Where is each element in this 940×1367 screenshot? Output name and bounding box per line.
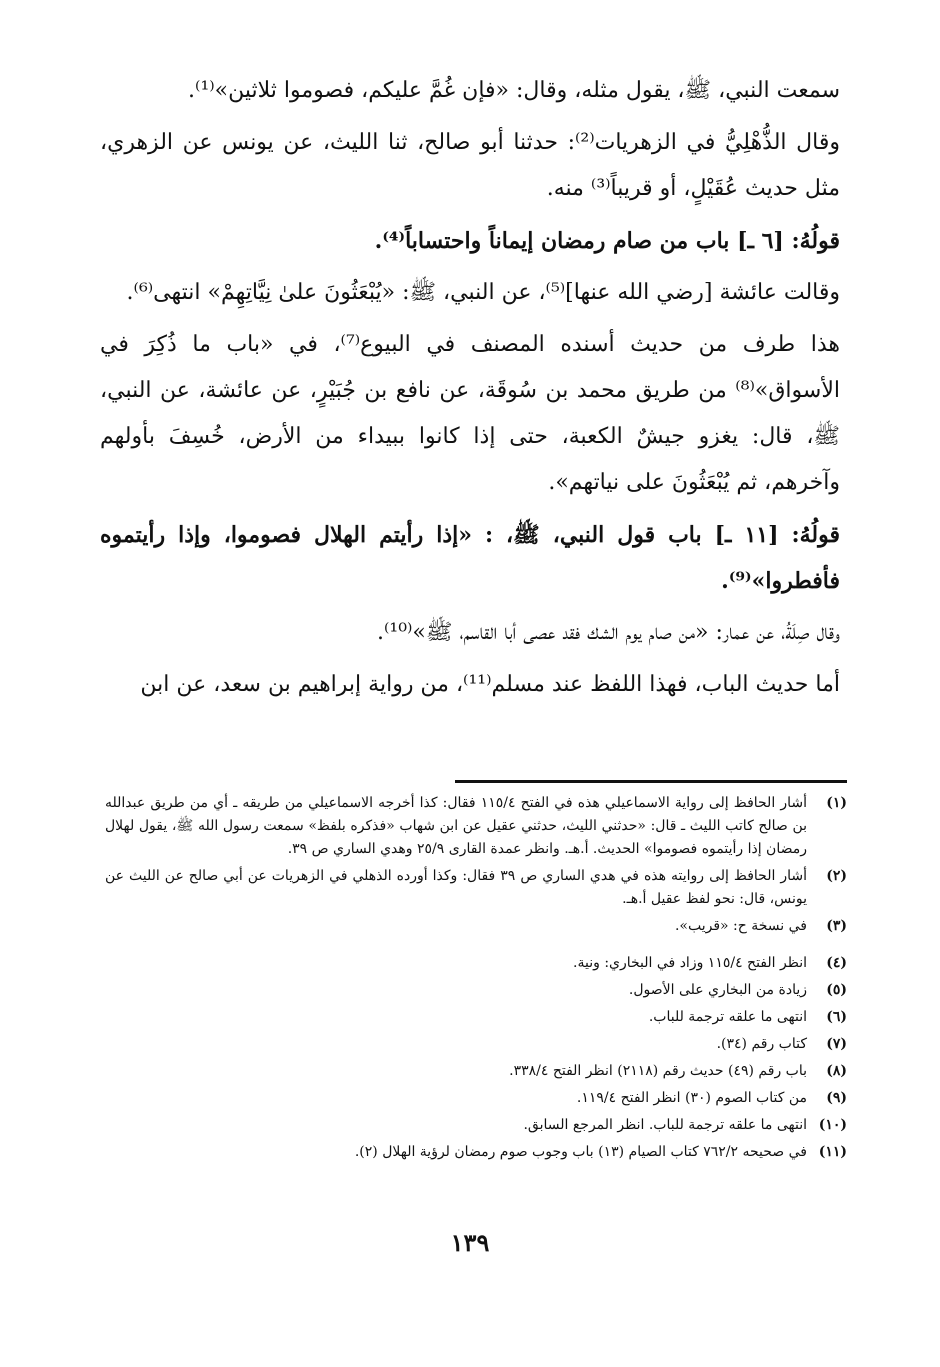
main-text-block [100,68,840,714]
footnote-text: انتهى ما علقه ترجمة للباب. [648,1009,807,1025]
footnote-divider [455,780,847,783]
main-paragraph-4: وقالت عائشة [رضي الله عنها]⁽⁵⁾، عن النبي، ﷺ: «يُبْعَثُونَ علىٰ نِيَّاتِهِمْ» انتهى⁽⁶⁾. [126,280,840,305]
footnote-number: (٤) [826,955,847,971]
footnote-number: (٧) [826,1036,847,1052]
footnote-number: (٣) [826,918,847,934]
footnote-10 [105,1114,847,1137]
footnote-3 [105,915,847,938]
main-paragraph-2: وقال الذُّهْلِيُّ في الزهريات⁽²⁾: حدثنا أبو صالح، ثنا الليث، عن يونس عن الزهري، مثل حديث عُقَيْلٍ، أو قريباً⁽³⁾ منه. [100,130,840,201]
footnote-text: من كتاب الصوم (٣٠) انظر الفتح ١١٩/٤. [576,1090,807,1106]
footnote-number: (١٠) [818,1117,847,1133]
footnote-1 [105,792,847,861]
footnote-text: أشار الحافظ إلى رواية الاسماعيلي هذه في الفتح ١١٥/٤ فقال: كذا أخرجه الاسماعيلي من طريقه ـ أي من طريق عبدالله بن صالح كاتب الليث ـ قال: «حدثني الليث، حدثني عقيل عن ابن شهاب «فذكره بلفظ» سمعت رسول الله ﷺ، يقول لهلال رمضان إذا رأيتموه فصوموا» الحديث. أ.هـ. وانظر عمدة القارى ٢٥/٩ وهدي الساري ص ٣٩. [105,795,807,857]
footnote-text: في نسخة ح: «قريب». [674,918,807,934]
main-paragraph-5: هذا طرف من حديث أسنده المصنف في البيوع⁽⁷⁾، في «باب ما ذُكِرَ في الأسواق»⁽⁸⁾ من طريق محمد بن سُوقَة، عن نافع بن جُبَيْرٍ، عن عائشة، عن النبي، ﷺ، قال: يغزو جيشٌ الكعبة، حتى إذا كانوا ببيداء من الأرض، خُسِفَ بأولهم وآخرهم، ثم يُبْعَثُونَ على نياتهم». [100,332,840,495]
footnote-number: (٩) [826,1090,847,1106]
main-paragraph-8: أما حديث الباب، فهذا اللفظ عند مسلم⁽¹¹⁾، من رواية إبراهيم بن سعد، عن ابن [140,672,840,697]
footnote-text: كتاب رقم (٣٤). [716,1036,807,1052]
page-number: ١٣٩ [450,1228,490,1257]
footnote-number: (٥) [826,982,847,998]
footnote-text: زيادة من البخاري على الأصول. [628,982,807,998]
footnote-4 [105,952,847,975]
main-paragraph-1: سمعت النبي، ﷺ، يقول مثله، وقال: «فإن غُمَّ عليكم، فصوموا ثلاثين»⁽¹⁾. [188,78,840,103]
footnotes-block [105,792,847,1168]
footnote-2 [105,865,847,911]
footnote-text: أشار الحافظ إلى روايته هذه في هدي الساري ص ٣٩ فقال: وكذا أورده الذهلي في الزهريات عن أبي صالح عن الليث عن يونس، قال: نحو لفظ عقيل أ.هـ. [105,868,808,907]
footnote-text: باب رقم (٤٩) حديث رقم (٢١١٨) انظر الفتح ٣٣٨/٤. [509,1063,807,1079]
main-paragraph-7: وقال صِلَةُ، عن عمار: «من صام يوم الشك فقد عصى أبا القاسم، ﷺ»⁽¹⁰⁾. [376,620,840,645]
footnote-6 [105,1006,847,1029]
footnote-text: انظر الفتح ١١٥/٤ وزاد في البخاري: ونية. [573,955,807,971]
footnote-11 [105,1141,847,1164]
footnote-number: (١) [826,795,847,811]
footnote-9 [105,1087,847,1110]
footnote-text: انتهى ما علقه ترجمة للباب. انظر المرجع السابق. [523,1117,807,1133]
footnote-number: (٢) [826,868,847,884]
footnote-text: في صحيحه ٧٦٢/٢ كتاب الصيام (١٣) باب وجوب صوم رمضان لرؤية الهلال (٢). [354,1144,807,1160]
footnote-5 [105,979,847,1002]
main-paragraph-3: قولُهُ: [٦ ـ] باب من صام رمضان إيماناً واحتساباً⁽⁴⁾. [374,228,840,254]
footnote-number: (٨) [826,1063,847,1079]
footnote-number: (١١) [818,1144,847,1160]
footnote-number: (٦) [826,1009,847,1025]
footnote-8 [105,1060,847,1083]
main-paragraph-6: قولُهُ: [١١ ـ] باب قول النبي، ﷺ، : «إذا رأيتم الهلال فصوموا، وإذا رأيتموه فأفطروا»⁽⁹⁾. [100,522,840,594]
footnote-7 [105,1033,847,1056]
